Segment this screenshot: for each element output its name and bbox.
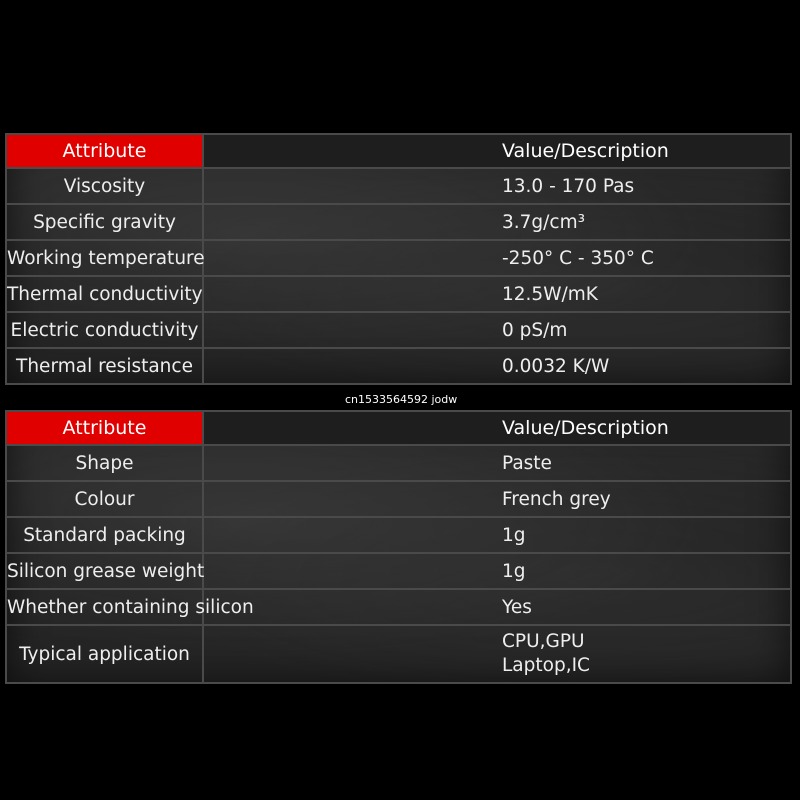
row-value: Paste: [203, 445, 791, 481]
row-value: 13.0 - 170 Pas: [203, 168, 791, 204]
watermark-text: cn1533564592 jodw: [345, 393, 458, 406]
row-value: Yes: [203, 589, 791, 625]
table-header-row: [6, 411, 791, 445]
row-attribute: Standard packing: [6, 517, 203, 553]
table-row: [6, 625, 791, 683]
table-row: [6, 517, 791, 553]
row-attribute: Colour: [6, 481, 203, 517]
row-attribute: Shape: [6, 445, 203, 481]
row-attribute: Thermal conductivity: [6, 276, 203, 312]
row-attribute: Silicon grease weight: [6, 553, 203, 589]
row-value-multiline: [203, 625, 791, 683]
table-row: [6, 553, 791, 589]
value-line: CPU,GPU: [502, 631, 585, 652]
table-row: [6, 168, 791, 204]
row-attribute: Specific gravity: [6, 204, 203, 240]
table-row: [6, 276, 791, 312]
spec-table-product: [5, 410, 792, 684]
row-value: 1g: [203, 517, 791, 553]
table-row: [6, 589, 791, 625]
table-row: [6, 240, 791, 276]
table-header-row: [6, 134, 791, 168]
row-value: 0.0032 K/W: [203, 348, 791, 384]
table-row: [6, 204, 791, 240]
row-attribute: Electric conductivity: [6, 312, 203, 348]
row-attribute: Thermal resistance: [6, 348, 203, 384]
row-value: 12.5W/mK: [203, 276, 791, 312]
row-value: 3.7g/cm³: [203, 204, 791, 240]
table-row: [6, 445, 791, 481]
value-header: Value/Description: [203, 134, 791, 168]
row-attribute: Working temperature: [6, 240, 203, 276]
attribute-header: Attribute: [6, 411, 203, 445]
row-attribute: Typical application: [6, 625, 203, 683]
value-line: Laptop,IC: [502, 655, 590, 676]
row-attribute: Whether containing silicon: [6, 589, 203, 625]
row-value: -250° C - 350° C: [203, 240, 791, 276]
attribute-header: Attribute: [6, 134, 203, 168]
row-value: 0 pS/m: [203, 312, 791, 348]
row-value: French grey: [203, 481, 791, 517]
spec-table-properties: [5, 133, 792, 385]
table-row: [6, 348, 791, 384]
table-row: [6, 312, 791, 348]
row-value: 1g: [203, 553, 791, 589]
value-header: Value/Description: [203, 411, 791, 445]
row-attribute: Viscosity: [6, 168, 203, 204]
table-row: [6, 481, 791, 517]
